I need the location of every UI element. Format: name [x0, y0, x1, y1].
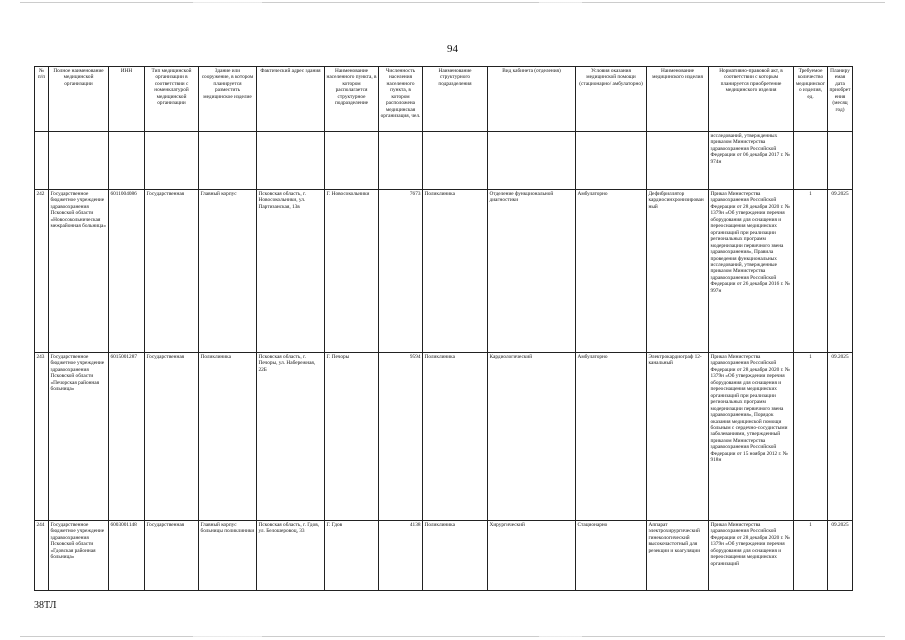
- cell-org: Государственное бюджетное учреждение здравоохранения Псковской области «Новосокольническая межрайонная больница»: [49, 190, 109, 353]
- cell-settlement: Г. Новосокольники: [325, 190, 379, 353]
- header-building: Здание или сооружение, в котором планируется разместить медицинское изделие: [199, 67, 257, 132]
- equipment-registry-table: [34, 66, 853, 591]
- cell-org: Государственное бюджетное учреждение здравоохранения Псковской области «Гдовская районная больница»: [49, 521, 109, 591]
- table-cell: [379, 132, 423, 190]
- cell-qty: 1: [794, 353, 828, 521]
- cell-org: Государственное бюджетное учреждение здравоохранения Псковской области «Печорская районная больница»: [49, 353, 109, 521]
- cell-law: Приказ Министерства здравоохранения Российской Федерации от 28 декабря 2020 г. № 1379н «Об утверждении перечня оборудования для оснащения и переоснащения медицинских организаций при реализации региональных программ модернизации первичного звена здравоохранения», Порядок оказания медицинской помощи больным с сердечно-сосудистыми заболеваниями, утвержденный приказом Министерства здравоохранения Российской Федерации от 15 ноября 2012 г. № 918н: [709, 353, 794, 521]
- cell-law: Приказ Министерства здравоохранения Российской Федерации от 28 декабря 2020 г. № 1379н «Об утверждении перечня оборудования для оснащения и переоснащения медицинских организаций при реализации региональных программ модернизации первичного звена здравоохранения», Правила проведения функциональных исследований, утвержденные приказом Министерства здравоохранения Российской Федерации от 26 декабря 2016 г. № 997н: [709, 190, 794, 353]
- cell-building: Главный корпус больницы поликлиники: [199, 521, 257, 591]
- table-cell: [423, 132, 488, 190]
- cell-inn: 6003001148: [109, 521, 145, 591]
- cell-date: 09.2025: [828, 521, 853, 591]
- table-row: [35, 190, 853, 353]
- table-cell: [257, 132, 325, 190]
- cell-building: Поликлиника: [199, 353, 257, 521]
- cell-num: 243: [35, 353, 49, 521]
- header-cabinet: Вид кабинета (отделения): [488, 67, 576, 132]
- cell-device: Электрокардиограф 12-канальный: [647, 353, 709, 521]
- cell-settlement: Г. Печоры: [325, 353, 379, 521]
- cell-inn: 6011004086: [109, 190, 145, 353]
- scan-artifact-top: [20, 2, 885, 3]
- table-cell: [35, 132, 49, 190]
- header-unit: Наименование структурного подразделения: [423, 67, 488, 132]
- header-population: Численность населения населенного пункта, в котором расположена медицинская организация, чел.: [379, 67, 423, 132]
- continuation-law-text: исследований, утвержденных приказом Министерства здравоохранения Российской Федерации от 06 декабря 2017 г. № 974н: [709, 132, 794, 190]
- header-law: Нормативно-правовой акт, в соответствии с которым планируется приобретение медицинского изделия: [709, 67, 794, 132]
- scan-artifact-bottom: [20, 636, 885, 637]
- page-number: 94: [447, 43, 458, 55]
- cell-cabinet: Хирургический: [488, 521, 576, 591]
- header-device: Наименование медицинского изделия: [647, 67, 709, 132]
- header-qty: Требуемое количество медицинского изделия, ед.: [794, 67, 828, 132]
- header-conditions: Условия оказания медицинской помощи (стационарно/ амбулаторно): [576, 67, 647, 132]
- cell-device: Аппарат электрохирургический гинекологический высокочастотный для резекции и коагуляции: [647, 521, 709, 591]
- table-cell: [576, 132, 647, 190]
- table-cell: [325, 132, 379, 190]
- cell-population: 9594: [379, 353, 423, 521]
- header-inn: ИНН: [109, 67, 145, 132]
- table-row: [35, 353, 853, 521]
- table-cell: [49, 132, 109, 190]
- header-num: № п/п: [35, 67, 49, 132]
- cell-qty: 1: [794, 190, 828, 353]
- cell-address: Псковская область, г. Печоры, ул. Набережная, 22Б: [257, 353, 325, 521]
- cell-unit: Поликлиника: [423, 521, 488, 591]
- table-cell: [199, 132, 257, 190]
- cell-unit: Поликлиника: [423, 353, 488, 521]
- cell-inn: 6015001287: [109, 353, 145, 521]
- table-cell: [488, 132, 576, 190]
- cell-address: Псковская область, г. Гдов, ул. Белошеровоц, 33: [257, 521, 325, 591]
- cell-type: Государственная: [145, 353, 199, 521]
- header-settlement: Наименование населенного пункта, в котором располагается структурное подразделение: [325, 67, 379, 132]
- cell-building: Главный корпус: [199, 190, 257, 353]
- header-row: [35, 67, 853, 132]
- cell-type: Государственная: [145, 190, 199, 353]
- header-type: Тип медицинской организации в соответствии с номенклатурой медицинской организации: [145, 67, 199, 132]
- header-org: Полное наименование медицинской организации: [49, 67, 109, 132]
- cell-population: 7673: [379, 190, 423, 353]
- cell-address: Псковская область, г. Новосокольники, ул. Партизанская, 13в: [257, 190, 325, 353]
- cell-date: 09.2025: [828, 190, 853, 353]
- cell-conditions: Амбулаторно: [576, 353, 647, 521]
- table-cell: [828, 132, 853, 190]
- cell-conditions: Стационарно: [576, 521, 647, 591]
- cell-date: 09.2025: [828, 353, 853, 521]
- table-cell: [109, 132, 145, 190]
- cell-settlement: Г. Гдов: [325, 521, 379, 591]
- footer-code: 38ТЛ: [34, 600, 57, 611]
- cell-num: 244: [35, 521, 49, 591]
- table-row: [35, 521, 853, 591]
- header-address: Фактический адрес здания: [257, 67, 325, 132]
- table-cell: [145, 132, 199, 190]
- cell-cabinet: Отделение функциональной диагностики: [488, 190, 576, 353]
- cell-conditions: Амбулаторно: [576, 190, 647, 353]
- table-cell: [794, 132, 828, 190]
- header-date: Планируемая дата приобретения (месяц год): [828, 67, 853, 132]
- cell-law: Приказ Министерства здравоохранения Российской Федерации от 28 декабря 2020 г. № 1379н «Об утверждении перечня оборудования для оснащения и переоснащения медицинских организаций: [709, 521, 794, 591]
- cell-num: 242: [35, 190, 49, 353]
- cell-device: Дефибриллятор кардиосинхронизированный: [647, 190, 709, 353]
- table-row-continuation: [35, 132, 853, 190]
- table-cell: [647, 132, 709, 190]
- cell-unit: Поликлиника: [423, 190, 488, 353]
- cell-cabinet: Кардиологический: [488, 353, 576, 521]
- cell-population: 4138: [379, 521, 423, 591]
- cell-type: Государственная: [145, 521, 199, 591]
- cell-qty: 1: [794, 521, 828, 591]
